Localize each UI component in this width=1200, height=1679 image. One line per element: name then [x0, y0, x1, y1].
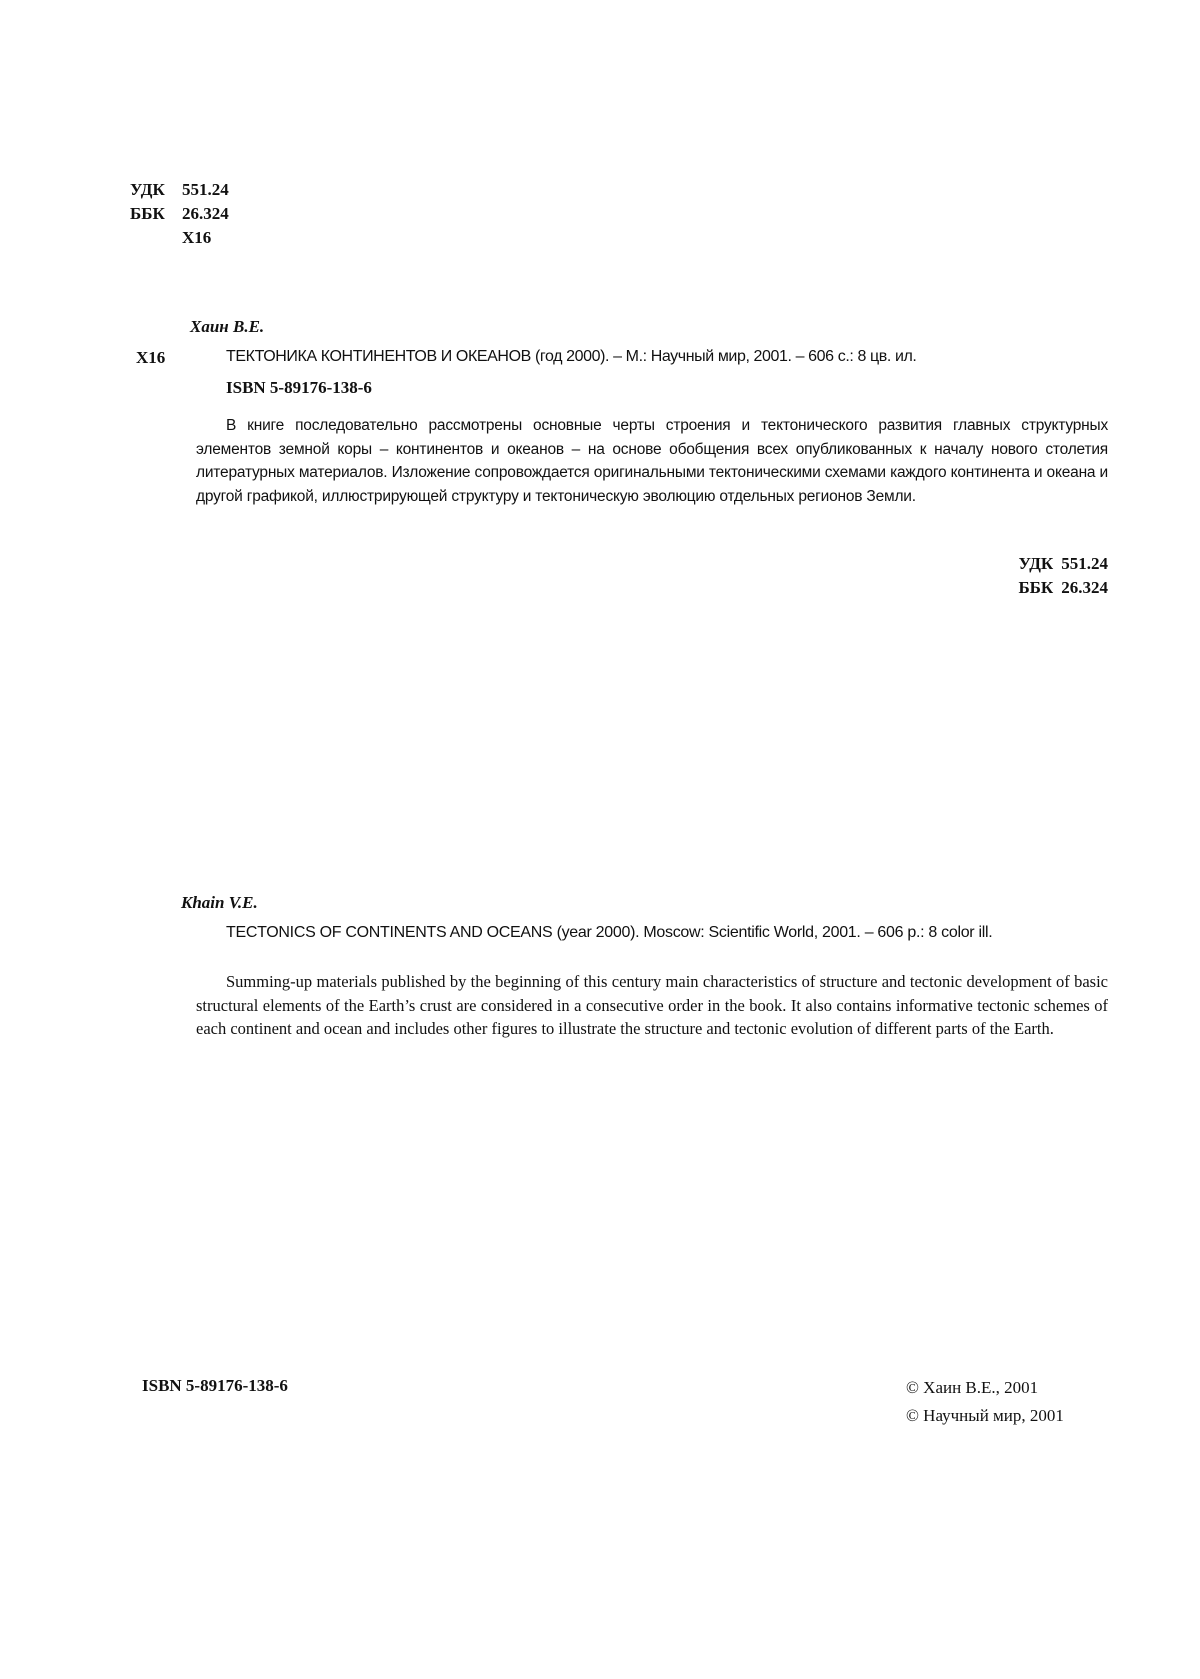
title-line-ru: ТЕКТОНИКА КОНТИНЕНТОВ И ОКЕАНОВ (год 2000). – М.: Научный мир, 2001. – 606 с.: 8 цв. ил. [226, 348, 917, 365]
bbk-row [130, 202, 229, 226]
author-en: Khain V.E. [181, 893, 258, 912]
isbn-footer: ISBN 5-89176-138-6 [142, 1376, 288, 1395]
udk-value-right: 551.24 [1061, 554, 1108, 573]
udk-label-right: УДК [1018, 554, 1054, 573]
copyright-author: © Хаин В.Е., 2001 [906, 1378, 1039, 1397]
bbk-label: ББК [130, 204, 165, 223]
bbk-value-right: 26.324 [1061, 578, 1108, 597]
copyright-publisher: © Научный мир, 2001 [906, 1406, 1064, 1425]
udk-row [130, 178, 229, 202]
classification-block-top [130, 178, 229, 250]
bbk-row-right [1018, 576, 1108, 600]
udk-value: 551.24 [182, 180, 229, 199]
abstract-en: Summing-up materials published by the beginning of this century main characteristics of structure and tectonic development of basic structural elements of the Earth’s crust are considered in a consecutive order in the book. It also contains informative tectonic schemes of each continent and ocean and includes other figures to illustrate the structure and tectonic evolution of different parts of the Earth. [196, 972, 1108, 1038]
abstract-ru: В книге последовательно рассмотрены основные черты строения и тектонического развития главных структурных элементов земной коры – континентов и океанов – на основе обобщения всех опубликованных к началу нового столетия литературных материалов. Изложение сопровождается оригинальными тектоническими схемами каждого континента и океана и другой графикой, иллюстрирующей структуру и тектоническую эволюцию отдельных регионов Земли. [196, 417, 1108, 505]
isbn-ru: ISBN 5-89176-138-6 [226, 378, 372, 397]
author-ru: Хаин В.Е. [190, 317, 265, 336]
author-mark-top: Х16 [182, 228, 212, 247]
copyright-block [906, 1374, 1064, 1430]
udk-label: УДК [130, 180, 165, 199]
udk-row-right [1018, 552, 1108, 576]
bbk-value: 26.324 [182, 204, 229, 223]
title-line-en: TECTONICS OF CONTINENTS AND OCEANS (year 2000). Moscow: Scientific World, 2001. – 606 p.: 8 color ill. [226, 924, 993, 941]
classification-block-right [1018, 552, 1108, 600]
bbk-label-right: ББК [1018, 578, 1054, 597]
author-mark-ru: Х16 [136, 348, 166, 367]
